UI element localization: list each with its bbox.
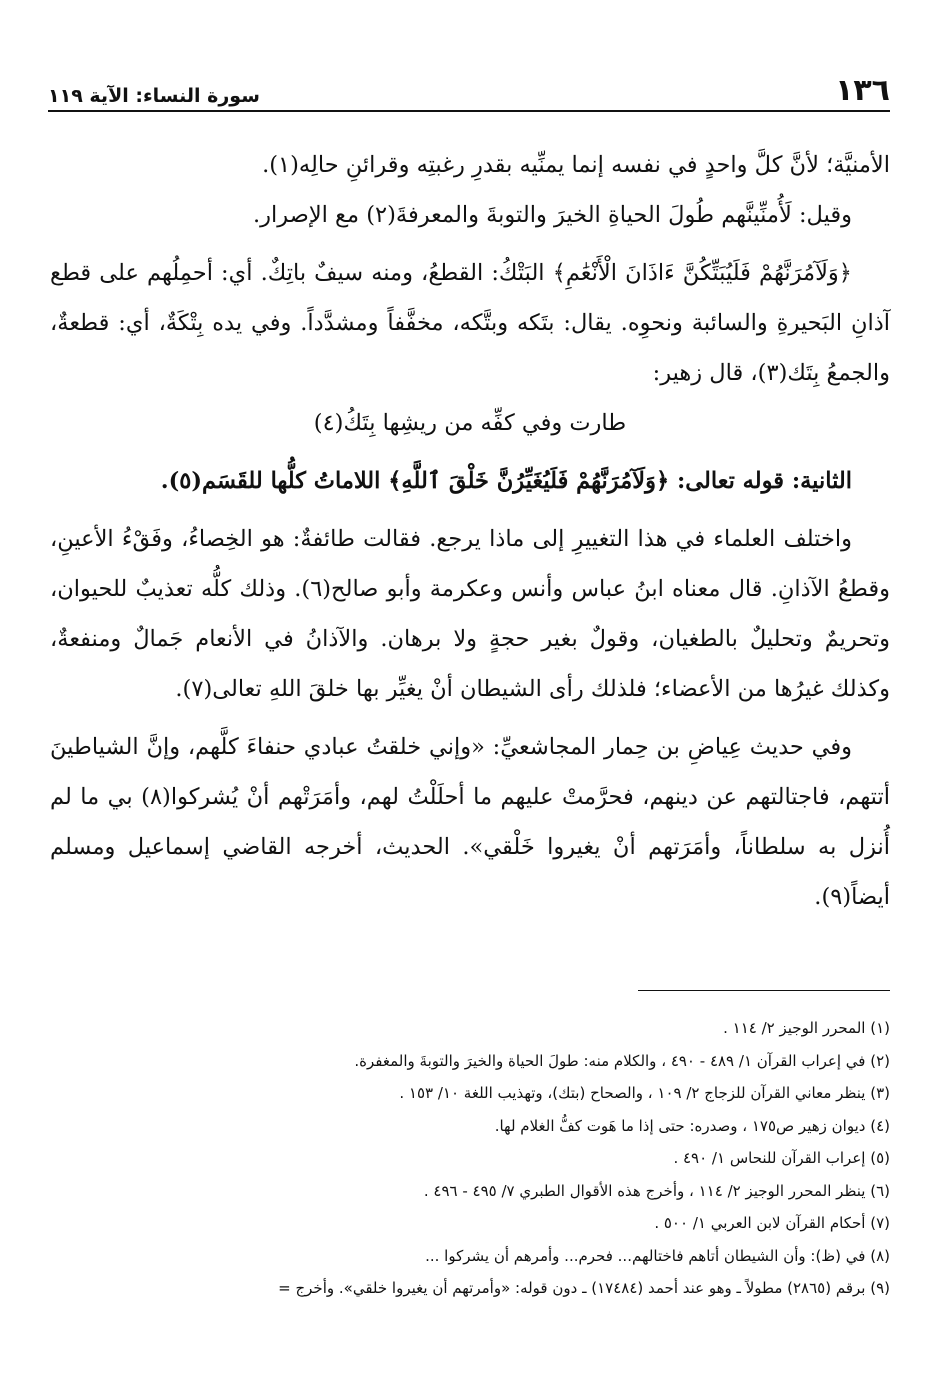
footnote-7: (٧) أحكام القرآن لابن العربي ١/ ٥٠٠ . xyxy=(654,1214,890,1232)
poetry-verse: طارت وفي كفِّه من ريشِها بِتَكُ(٤) xyxy=(313,410,627,436)
footnote-8: (٨) في (ظ): وأن الشيطان أتاهم فاختالهم... فحرم... وأمرهم أن يشركوا ... xyxy=(425,1246,890,1265)
footnote-1: (١) المحرر الوجيز ٢/ ١١٤ . xyxy=(723,1019,890,1037)
main-text xyxy=(50,140,890,922)
paragraph-2: وقيل: لَأُمنِّينَّهم طُولَ الحياةِ الخيرَ والتوبةَ والمعرفةَ(٢) مع الإصرار. xyxy=(253,202,852,228)
paragraph-1: الأمنيَّة؛ لأنَّ كلَّ واحدٍ في نفسه إنما يمنِّيه بقدرِ رغبتِه وقرائنِ حالِه(١). xyxy=(262,152,890,178)
footnote-4: (٤) ديوان زهير ص١٧٥ ، وصدره: حتى إذا ما هَوت كفُّ الغلام لها. xyxy=(494,1116,890,1135)
footnote-separator xyxy=(638,990,890,991)
running-title: سورة النساء: الآية ١١٩ xyxy=(48,85,260,107)
paragraph-6: وفي حديث عِياضِ بن حِمار المجاشعيِّ: «وإني خلقتُ عبادي حنفاءَ كلَّهم، وإنَّ الشياطينَ أتتهم، فاجتالتهم عن دينهم، فحرَّمتْ عليهم ما أحلَلْتُ لهم، وأمَرَتْهم أنْ يُشركوا(٨) بي ما لم أُنزل به سلطاناً، وأمَرَتهم أنْ يغيروا خَلْقي». الحديث، أخرجه القاضي إسماعيل ومسلم أيضاً(٩). xyxy=(50,734,890,910)
paragraph-4: الثانية: قوله تعالى: ﴿وَلَآمُرَنَّهُمْ فَلَيُغَيِّرُنَّ خَلْقَ ٱللَّهِ﴾ اللاماتُ كلُّها للقَسَم(٥). xyxy=(160,468,852,494)
footnote-9: (٩) برقم (٢٨٦٥) مطولاً ـ وهو عند أحمد (١٧٤٨٤) ـ دون قوله: «وأمرتهم أن يغيروا خلقي». وأخرج = xyxy=(278,1279,890,1297)
footnote-5: (٥) إعراب القرآن للنحاس ١/ ٤٩٠ . xyxy=(673,1149,890,1167)
paragraph-3: ﴿وَلَآمُرَنَّهُمْ فَلَيُبَتِّكُنَّ ءَاذَانَ الْأَنْعَٰمِ﴾ البَتْكُ: القطعُ، ومنه سيفٌ باتِكٌ. أي: أحمِلُهم على قطع آذانِ البَحيرةِ والسائبة ونحوِه. يقال: بتَكه وبتَّكه، مخفَّفاً ومشدَّداً. وفي يده بِتْكَةٌ، أي: قطعةٌ، والجمعُ بِتَك(٣)، قال زهير: xyxy=(50,260,890,386)
footnote-2: (٢) في إعراب القرآن ١/ ٤٨٩ - ٤٩٠ ، والكلام منه: طولَ الحياة والخيرَ والتوبةَ والمغفرة. xyxy=(354,1051,890,1070)
paragraph-5: واختلف العلماء في هذا التغييرِ إلى ماذا يرجع. فقالت طائفةٌ: هو الخِصاءُ، وفَقْءُ الأعينِ، وقطعُ الآذانِ. قال معناه ابنُ عباس وأنس وعكرمة وأبو صالح(٦). وذلك كلُّه تعذيبٌ للحيوان، وتحريمٌ وتحليلٌ بالطغيان، وقولٌ بغير حجةٍ ولا برهان. والآذانُ في الأنعام جَمالٌ ومنفعةٌ، وكذلك غيرُها من الأعضاء؛ فلذلك رأى الشيطان أنْ يغيِّر بها خلقَ اللهِ تعالى(٧). xyxy=(50,526,890,702)
page-number: ١٣٦ xyxy=(835,73,890,108)
footnote-6: (٦) ينظر المحرر الوجيز ٢/ ١١٤ ، وأخرج هذه الأقوال الطبري ٧/ ٤٩٥ - ٤٩٦ . xyxy=(423,1181,890,1200)
footnote-3: (٣) ينظر معاني القرآن للزجاج ٢/ ١٠٩ ، والصحاح (بتك)، وتهذيب اللغة ١٠/ ١٥٣ . xyxy=(399,1084,890,1102)
footnotes-list xyxy=(50,1012,890,1305)
page-header xyxy=(48,62,890,112)
